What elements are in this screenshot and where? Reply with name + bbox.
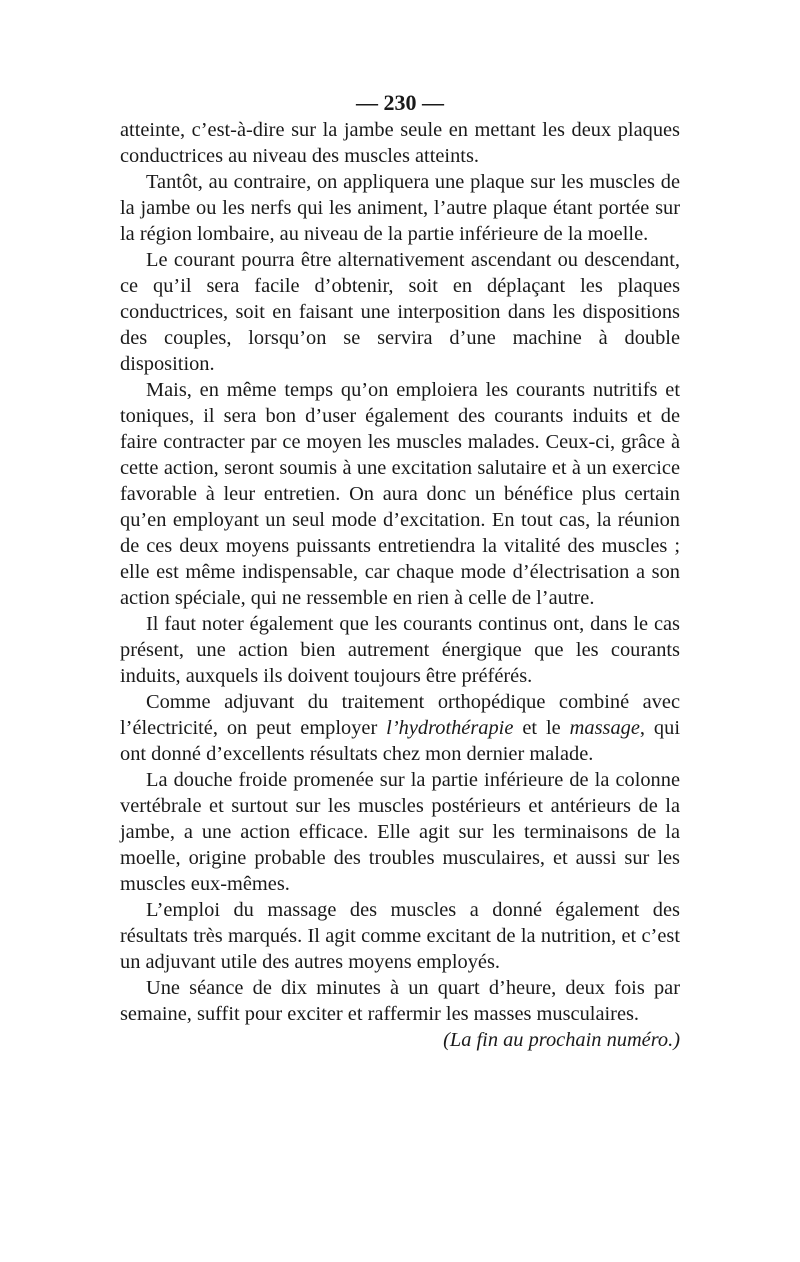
continuation-note: (La fin au prochain numéro.) [443, 1029, 680, 1051]
paragraph-4: Mais, en même temps qu’on emploiera les courants nutritifs et toniques, il sera bon d’user également des courants induits et de faire contracter par ce moyen les muscles malades. Ceux-ci, grâce à cette action, seront soumis à une excitation salutaire et à un exercice favorable à leur entretien. On aura donc un bénéfice plus certain qu’en employant un seul mode d’excitation. En tout cas, la réunion de ces deux moyens puissants entretiendra la vitalité des muscles ; elle est même indispensable, car chaque mode d’électrisation a son action spéciale, qui ne ressemble en rien à celle de l’autre. [120, 379, 680, 609]
paragraph-8: L’emploi du massage des muscles a donné également des résultats très marqués. Il agit comme excitant de la nutrition, et c’est un adjuvant utile des autres moyens employés. [120, 899, 680, 973]
paragraph-3: Le courant pourra être alternativement ascendant ou descendant, ce qu’il sera facile d’obtenir, soit en déplaçant les plaques conductrices, soit en faisant une interposition dans les dispositions des couples, lorsqu’on se servira d’une machine à double disposition. [120, 249, 680, 375]
page-number: — 230 — [356, 90, 444, 115]
paragraph-6 [120, 689, 680, 767]
paragraph-2: Tantôt, au contraire, on appliquera une plaque sur les muscles de la jambe ou les nerfs qui les animent, l’autre plaque étant portée sur la région lombaire, au niveau de la partie inférieure de la moelle. [120, 171, 680, 245]
hydrotherapy-term: l’hydrothérapie [386, 717, 514, 739]
massage-term: massage [569, 717, 640, 739]
paragraph-6-part-3: et le [513, 717, 570, 739]
paragraph-6-part-5: , qui ont donné d’excellents résultats chez mon dernier malade. [120, 717, 680, 765]
paragraph-6-part-1: Comme adjuvant du traitement orthopédique combiné avec l’électricité, on peut employer [120, 691, 680, 739]
paragraph-1: atteinte, c’est-à-dire sur la jambe seule en mettant les deux plaques conductrices au niveau des muscles atteints. [120, 119, 680, 167]
body-text [120, 117, 680, 1053]
paragraph-5: Il faut noter également que les courants continus ont, dans le cas présent, une action bien autrement énergique que les courants induits, auxquels ils doivent toujours être préférés. [120, 613, 680, 687]
paragraph-9: Une séance de dix minutes à un quart d’heure, deux fois par semaine, suffit pour exciter et raffermir les masses musculaires. [120, 977, 680, 1025]
paragraph-7: La douche froide promenée sur la partie inférieure de la colonne vertébrale et surtout sur les muscles postérieurs et antérieurs de la jambe, a une action efficace. Elle agit sur les terminaisons de la moelle, origine probable des troubles musculaires, et aussi sur les muscles eux-mêmes. [120, 769, 680, 895]
